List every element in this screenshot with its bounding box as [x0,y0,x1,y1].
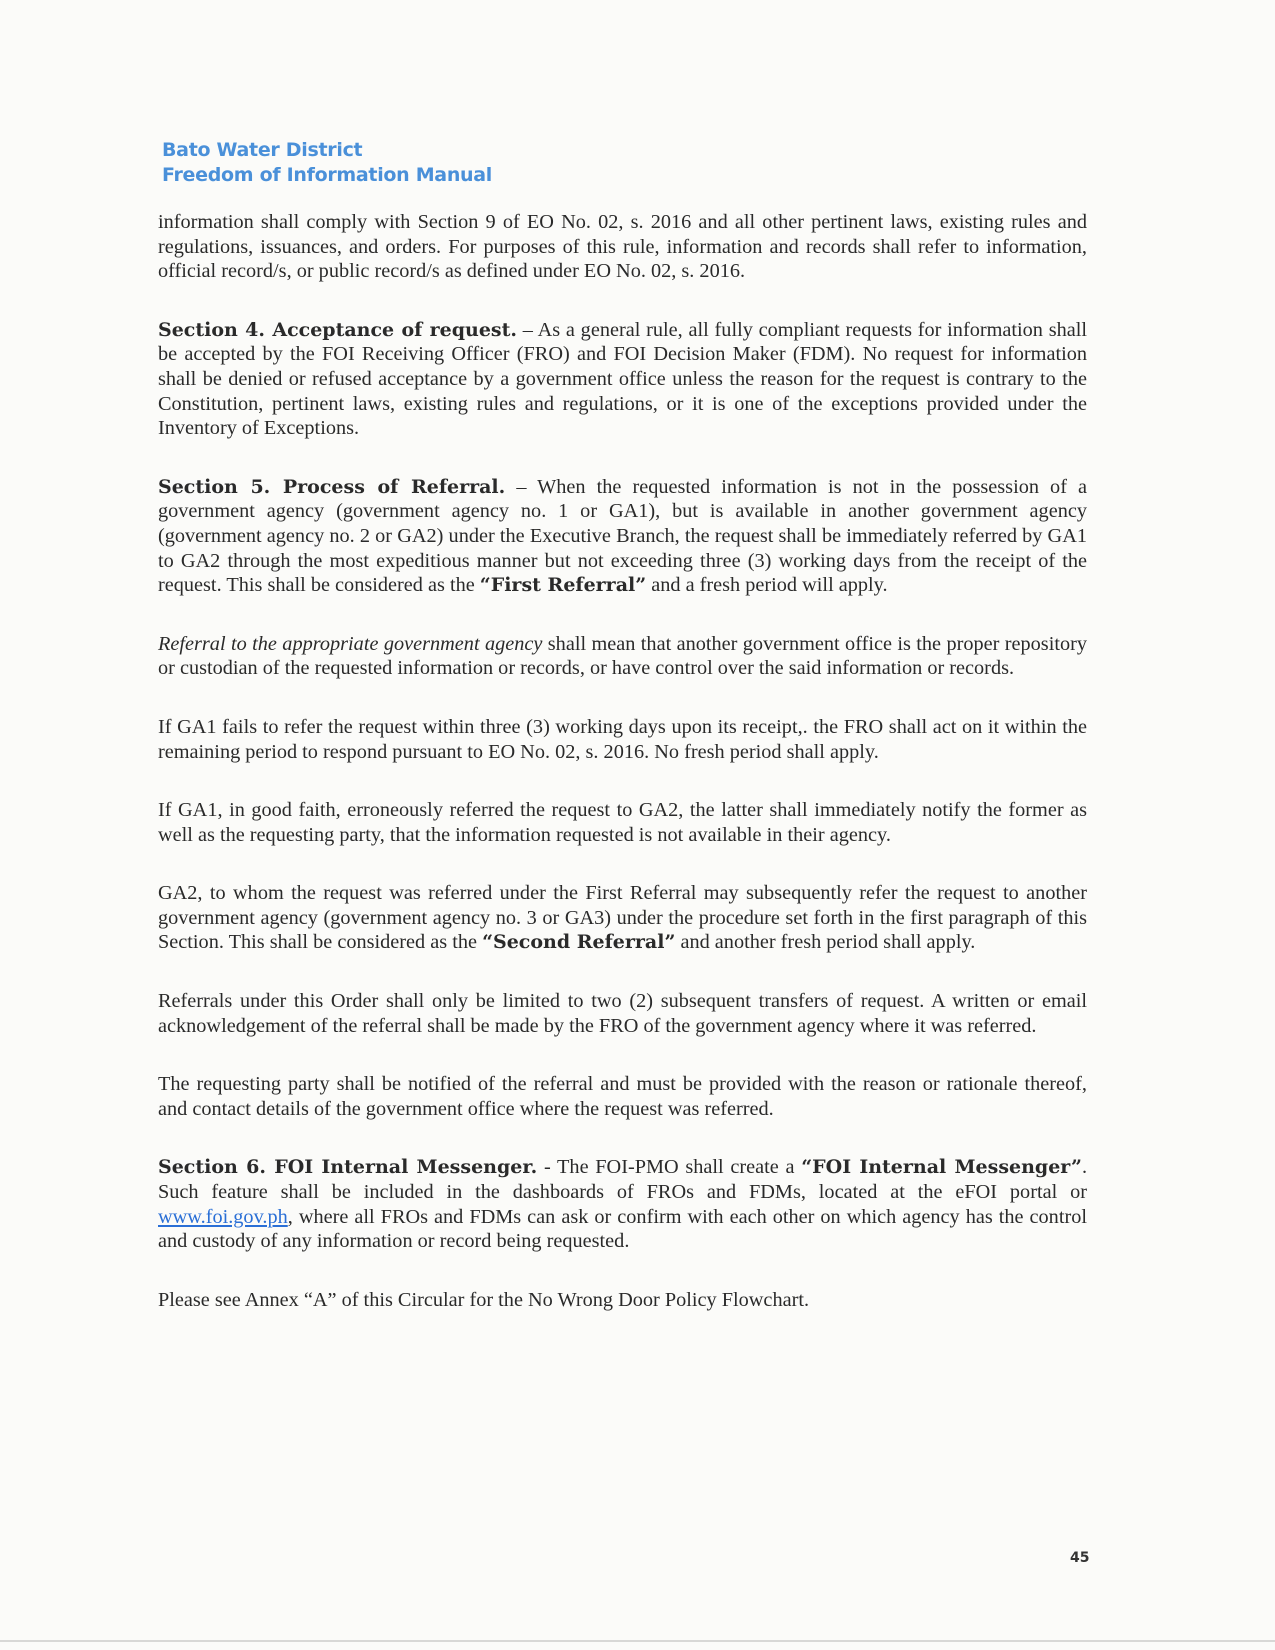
second-referral-paragraph [158,881,1087,955]
section-6-text-c: , where all FROs and FDMs can ask or confirm with each other on which agency has the control and custody of any information or record being requested. [158,1205,1087,1253]
document-header [162,138,492,188]
section-6-heading: Section 6. FOI Internal Messenger. [158,1156,538,1179]
section-6-text-b: . Such feature shall be included in the dashboards of FROs and FDMs, located at the eFOI portal or [158,1156,1088,1204]
referral-limits-paragraph: Referrals under this Order shall only be limited to two (2) subsequent transfers of request. A written or email acknowledgement of the referral shall be made by the FRO of the government agency where it was referred. [158,990,1087,1037]
header-organization: Bato Water District [162,139,363,161]
section-6-paragraph [158,1155,1087,1253]
requesting-party-notice-paragraph: The requesting party shall be notified of the referral and must be provided with the reason or rationale thereof, and contact details of the government office where the request was referred. [158,1073,1087,1120]
first-referral-term: “First Referral” [479,574,647,597]
referral-definition-paragraph [158,632,1087,681]
section-6-text-a: - The FOI-PMO shall create a [537,1156,802,1179]
annex-reference-paragraph: Please see Annex “A” of this Circular for the No Wrong Door Policy Flowchart. [158,1288,810,1311]
page-number: 45 [1070,1550,1090,1566]
section-5-heading: Section 5. Process of Referral. [158,475,506,498]
ga1-good-faith-paragraph: If GA1, in good faith, erroneously referred the request to GA2, the latter shall immediately notify the former as well as the requesting party, that the information requested is not available in their agency. [158,799,1087,846]
section-5-paragraph [158,475,1087,598]
page-bottom-edge [0,1640,1275,1642]
header-manual-title: Freedom of Information Manual [162,164,493,186]
ga1-fails-paragraph: If GA1 fails to refer the request within three (3) working days upon its receipt,. the FRO shall act on it within the remaining period to respond pursuant to EO No. 02, s. 2016. No fresh period shall apply. [158,715,1087,763]
paragraph-continuation: information shall comply with Section 9 of EO No. 02, s. 2016 and all other pertinent laws, existing rules and regulations, issuances, and orders. For purposes of this rule, information and records shall refer to information, official record/s, or public record/s as defined under EO No. 02, s. 2016. [158,211,1087,283]
second-referral-text-b: and another fresh period shall apply. [675,931,976,954]
document-body [158,210,1087,1346]
section-4-paragraph [158,318,1087,441]
second-referral-term: “Second Referral” [482,931,676,954]
foi-portal-link[interactable]: www.foi.gov.ph [158,1205,288,1228]
foi-internal-messenger-term: “FOI Internal Messenger” [801,1156,1082,1179]
section-4-text: – As a general rule, all fully compliant requests for information shall be accepted by the FOI Receiving Officer (FRO) and FOI Decision Maker (FDM). No request for information shall be denied or refused acceptance by a government office unless the reason for the request is contrary to the Constitution, pertinent laws, existing rules and regulations, or it is one of the exceptions provided under the Inventory of Exceptions. [158,318,1088,440]
section-4-heading: Section 4. Acceptance of request. [158,318,518,341]
referral-term-italic: Referral to the appropriate government agency [158,632,543,655]
section-5-text-b: and a fresh period will apply. [646,574,888,597]
referral-definition-text: shall mean that another government office is the proper repository or custodian of the requested information or records, or have control over the said information or records. [158,632,1087,680]
second-referral-text-a: GA2, to whom the request was referred under the First Referral may subsequently refer the request to another government agency (government agency no. 3 or GA3) under the procedure set forth in the first paragraph of this Section. This shall be considered as the [158,882,1087,954]
section-5-text-a: – When the requested information is not in the possession of a government agency (government agency no. 1 or GA1), but is available in another government agency (government agency no. 2 or GA2) under the Executive Branch, the request shall be immediately referred by GA1 to GA2 through the most expeditious manner but not exceeding three (3) working days from the receipt of the request. This shall be considered as the [158,475,1087,597]
